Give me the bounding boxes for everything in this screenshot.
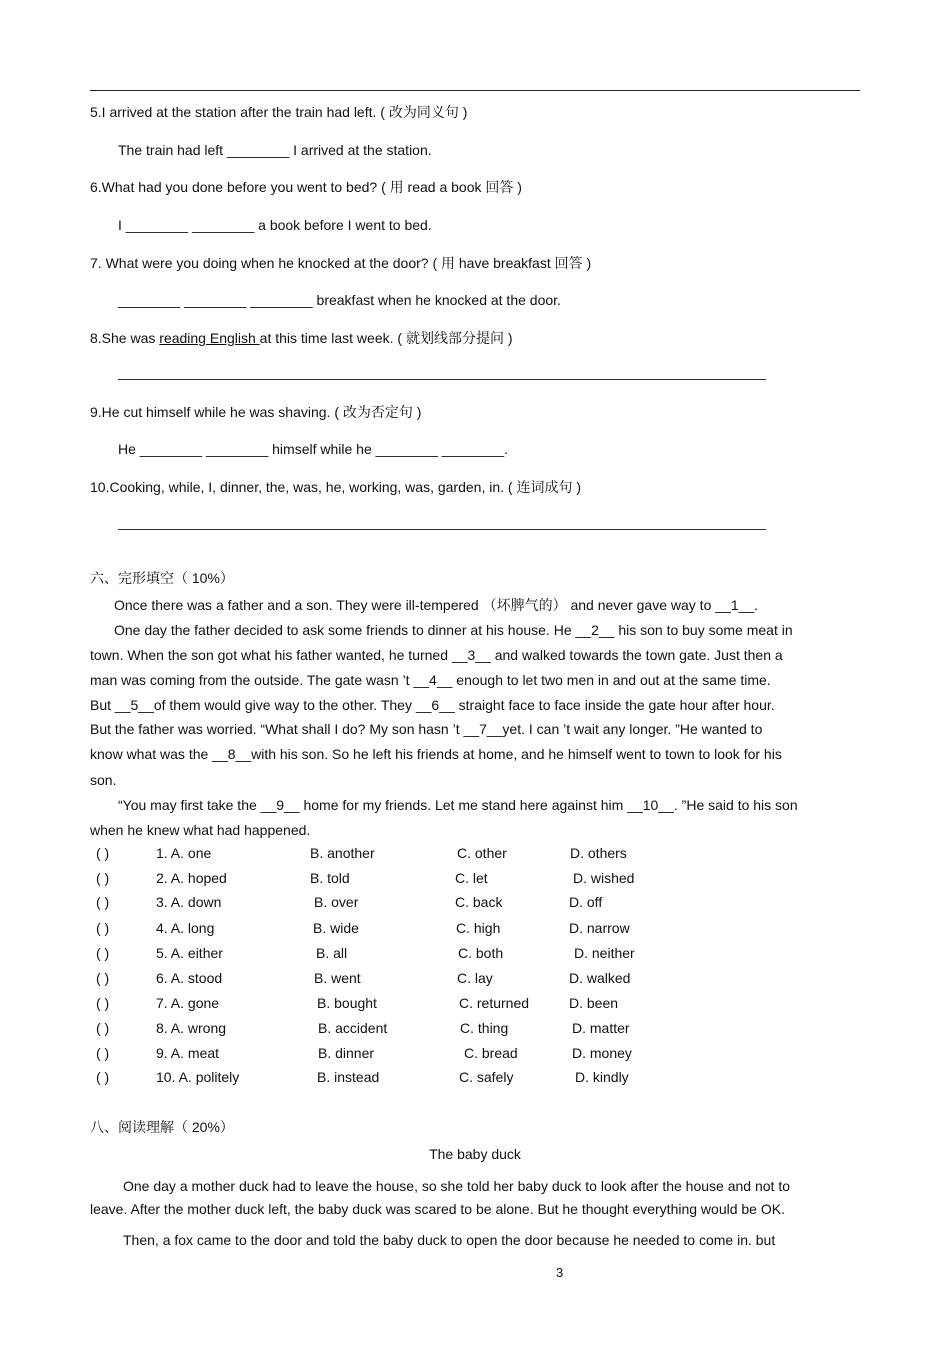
header-rule xyxy=(90,90,860,91)
reading-line: One day a mother duck had to leave the house, so she told her baby duck to look after the house and not to xyxy=(123,1178,790,1194)
q8-underlined: reading English xyxy=(159,330,260,346)
cloze-heading: 六、完形填空（ 10%） xyxy=(90,570,234,586)
cloze-line: “You may first take the __9__ home for my friends. Let me stand here against him __10__. ”He said to his son xyxy=(118,797,798,813)
option-c: C. high xyxy=(456,920,501,936)
option-c: C. returned xyxy=(459,995,530,1011)
answer-paren: ( ) xyxy=(96,945,110,961)
q8-answer-line xyxy=(118,379,766,380)
option-a: 2. A. hoped xyxy=(156,870,227,886)
option-a: 4. A. long xyxy=(156,920,215,936)
q9-answer: He ________ ________ himself while he ________ ________. xyxy=(118,441,508,457)
q7-answer: ________ ________ ________ breakfast when he knocked at the door. xyxy=(118,292,561,308)
reading-line: leave. After the mother duck left, the baby duck was scared to be alone. But he thought everything would be OK. xyxy=(90,1201,785,1217)
answer-paren: ( ) xyxy=(96,1020,110,1036)
cloze-line: man was coming from the outside. The gate wasn ’t __4__ enough to let two men in and out at the same time. xyxy=(90,672,771,688)
option-c: C. lay xyxy=(457,970,493,986)
option-c: C. both xyxy=(458,945,504,961)
option-a: 7. A. gone xyxy=(156,995,220,1011)
option-b: B. bought xyxy=(317,995,377,1011)
cloze-line: But __5__of them would give way to the other. They __6__ straight face to face inside the gate hour after hour. xyxy=(90,697,775,713)
q8-prompt xyxy=(90,329,513,347)
cloze-line: town. When the son got what his father wanted, he turned __3__ and walked towards the town gate. Just then a xyxy=(90,647,783,663)
option-b: B. accident xyxy=(318,1020,388,1036)
option-a: 6. A. stood xyxy=(156,970,223,986)
option-a: 9. A. meat xyxy=(156,1045,220,1061)
option-b: B. wide xyxy=(313,920,359,936)
answer-paren: ( ) xyxy=(96,894,110,910)
option-d: D. narrow xyxy=(569,920,630,936)
q10-prompt: 10.Cooking, while, I, dinner, the, was, he, working, was, garden, in. ( 连词成句 ) xyxy=(90,479,581,495)
q8-suffix: at this time last week. ( 就划线部分提问 ) xyxy=(259,330,513,346)
option-c: C. let xyxy=(455,870,488,886)
q8-prefix: 8.She was xyxy=(90,330,160,346)
q5-answer: The train had left ________ I arrived at the station. xyxy=(118,142,432,158)
reading-line: Then, a fox came to the door and told the baby duck to open the door because he needed to come in. but xyxy=(123,1232,776,1248)
option-b: B. another xyxy=(310,845,375,861)
cloze-line: But the father was worried. “What shall I do? My son hasn ’t __7__yet. I can ’t wait any longer. ”He wanted to xyxy=(90,721,763,737)
q5-prompt: 5.I arrived at the station after the train had left. ( 改为同义句 ) xyxy=(90,104,468,120)
option-b: B. all xyxy=(316,945,348,961)
option-b: B. dinner xyxy=(318,1045,375,1061)
cloze-line: know what was the __8__with his son. So he left his friends at home, and he himself went to town to look for his xyxy=(90,746,782,762)
answer-paren: ( ) xyxy=(96,1069,110,1085)
q6-prompt: 6.What had you done before you went to bed? ( 用 read a book 回答 ) xyxy=(90,179,522,195)
option-b: B. instead xyxy=(317,1069,380,1085)
answer-paren: ( ) xyxy=(96,995,110,1011)
cloze-line: son. xyxy=(90,772,117,788)
option-d: D. neither xyxy=(574,945,635,961)
answer-paren: ( ) xyxy=(96,845,110,861)
option-d: D. matter xyxy=(572,1020,630,1036)
option-a: 1. A. one xyxy=(156,845,212,861)
option-d: D. kindly xyxy=(575,1069,629,1085)
cloze-line: when he knew what had happened. xyxy=(90,822,311,838)
option-b: B. over xyxy=(314,894,359,910)
option-c: C. bread xyxy=(464,1045,518,1061)
option-c: C. safely xyxy=(459,1069,514,1085)
option-a: 5. A. either xyxy=(156,945,223,961)
option-d: D. others xyxy=(570,845,627,861)
q10-answer-line xyxy=(118,529,766,530)
answer-paren: ( ) xyxy=(96,1045,110,1061)
reading-heading: 八、阅读理解（ 20%） xyxy=(90,1119,234,1135)
option-a: 3. A. down xyxy=(156,894,222,910)
q6-answer: I ________ ________ a book before I went to bed. xyxy=(118,217,432,233)
cloze-line: Once there was a father and a son. They were ill-tempered （坏脾气的） and never gave way to __1__. xyxy=(114,597,759,613)
q9-prompt: 9.He cut himself while he was shaving. ( 改为否定句 ) xyxy=(90,404,422,420)
option-b: B. told xyxy=(310,870,350,886)
option-d: D. walked xyxy=(569,970,631,986)
page-number: 3 xyxy=(556,1265,564,1280)
cloze-line: One day the father decided to ask some friends to dinner at his house. He __2__ his son to buy some meat in xyxy=(114,622,793,638)
answer-paren: ( ) xyxy=(96,970,110,986)
answer-paren: ( ) xyxy=(96,870,110,886)
option-d: D. money xyxy=(572,1045,632,1061)
option-c: C. other xyxy=(457,845,507,861)
reading-title: The baby duck xyxy=(429,1146,521,1162)
option-a: 10. A. politely xyxy=(156,1069,240,1085)
option-d: D. wished xyxy=(573,870,635,886)
option-b: B. went xyxy=(314,970,361,986)
option-a: 8. A. wrong xyxy=(156,1020,227,1036)
option-c: C. back xyxy=(455,894,503,910)
option-c: C. thing xyxy=(460,1020,509,1036)
option-d: D. been xyxy=(569,995,619,1011)
answer-paren: ( ) xyxy=(96,920,110,936)
q7-prompt: 7. What were you doing when he knocked at the door? ( 用 have breakfast 回答 ) xyxy=(90,255,592,271)
option-d: D. off xyxy=(569,894,603,910)
